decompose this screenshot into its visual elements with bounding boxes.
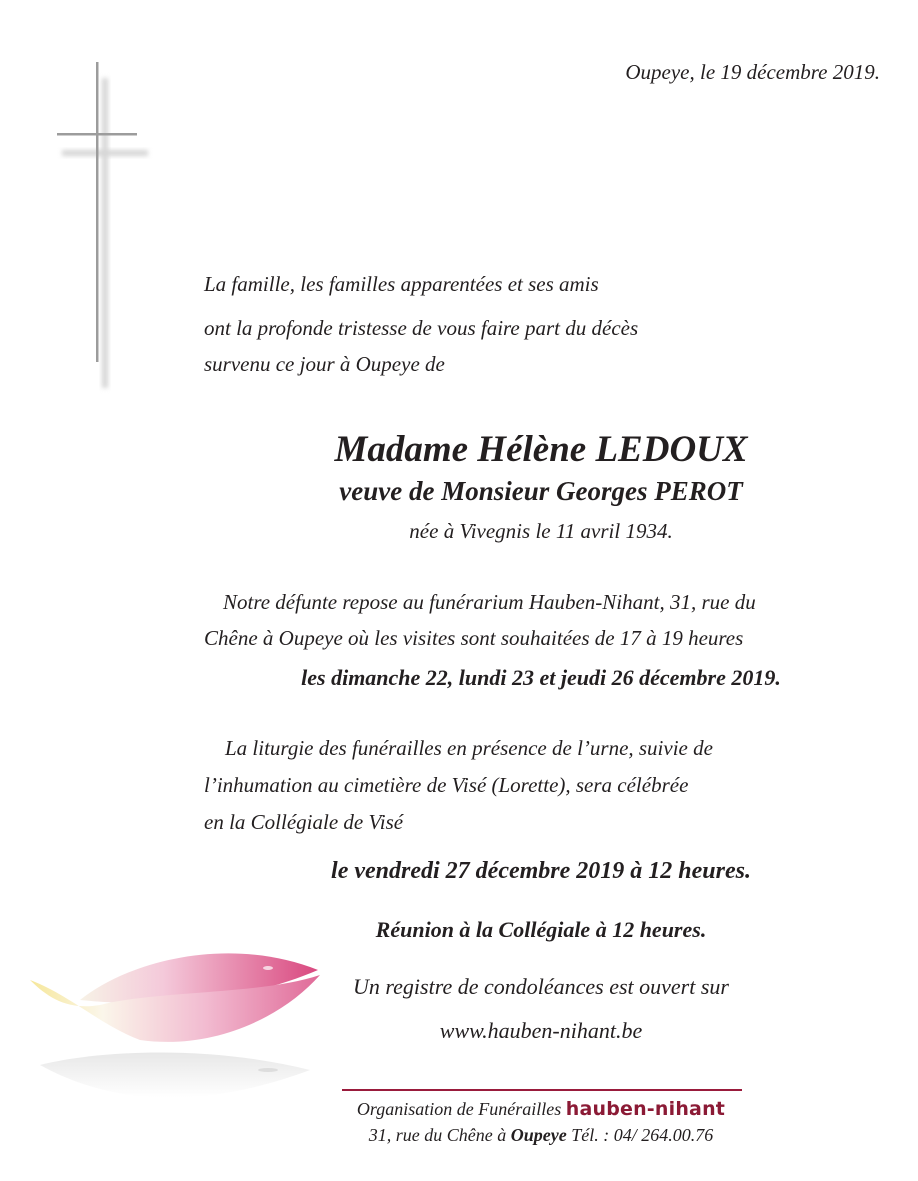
funeral-line-3: en la Collégiale de Visé [204, 810, 404, 834]
phone-number: Tél. : 04/ 264.00.76 [571, 1125, 714, 1145]
visitation-dates: les dimanche 22, lundi 23 et jeudi 26 décembre 2019. [301, 665, 781, 690]
funeral-line-2: l’inhumation au cimetière de Visé (Lorette), sera célébrée [204, 773, 689, 797]
address-prefix: 31, rue du Chêne à [368, 1125, 507, 1145]
organisation-line [0, 1098, 918, 1120]
widow-of-line: veuve de Monsieur Georges PEROT [339, 476, 743, 506]
footer-divider [342, 1089, 742, 1091]
deceased-name: Madame Hélène LEDOUX [334, 429, 748, 470]
date-line: Oupeye, le 19 décembre 2019. [625, 60, 880, 84]
registry-text: Un registre de condoléances est ouvert sur [353, 974, 729, 999]
cross-icon [50, 58, 160, 398]
address-line [0, 1125, 918, 1146]
funeral-datetime: le vendredi 27 décembre 2019 à 12 heures. [331, 858, 751, 884]
birth-line: née à Vivegnis le 11 avril 1934. [409, 519, 673, 543]
address-city: Oupeye [510, 1125, 567, 1145]
intro-line-2: ont la profonde tristesse de vous faire part du décès [204, 316, 639, 340]
organisation-prefix: Organisation de Funérailles [356, 1099, 562, 1119]
visitation-line-2: Chêne à Oupeye où les visites sont souhaitées de 17 à 19 heures [204, 626, 744, 650]
website-link[interactable]: www.hauben-nihant.be [439, 1018, 643, 1043]
visitation-line-1: Notre défunte repose au funérarium Hauben-Nihant, 31, rue du [223, 590, 756, 614]
meeting-line: Réunion à la Collégiale à 12 heures. [375, 917, 707, 942]
brand-logo: hauben-nihant [565, 1098, 726, 1120]
funeral-line-1: La liturgie des funérailles en présence de l’urne, suivie de [225, 736, 713, 760]
intro-line-1: La famille, les familles apparentées et ses amis [204, 272, 599, 296]
intro-line-3: survenu ce jour à Oupeye de [204, 352, 445, 376]
